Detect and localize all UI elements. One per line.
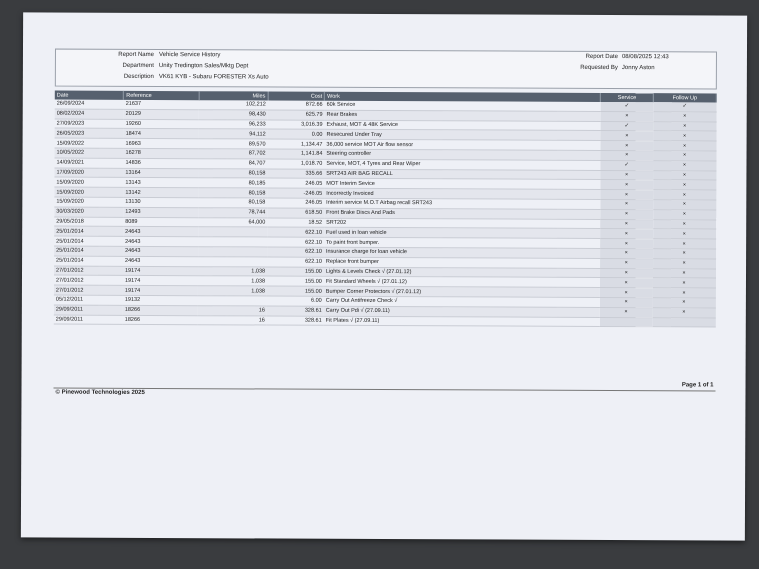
- row-follow-up-mark: ×: [653, 229, 716, 239]
- row-date: 29/09/2011: [54, 305, 123, 315]
- row-miles: [198, 227, 267, 237]
- row-miles: 1,038: [198, 276, 267, 286]
- row-date: 25/01/2014: [54, 256, 123, 266]
- row-work: To paint front bumper.: [324, 237, 600, 248]
- row-miles: 78,744: [198, 207, 267, 217]
- row-miles: [198, 256, 267, 266]
- row-date: 27/01/2012: [54, 266, 123, 276]
- row-cost: -246.05: [267, 188, 324, 198]
- row-work: SRT243 AIR BAG RECALL: [324, 169, 600, 180]
- row-reference: 13143: [123, 178, 198, 188]
- row-cost: 155.00: [267, 276, 324, 286]
- row-service-mark: ×: [600, 111, 653, 121]
- row-service-mark: ×: [600, 131, 653, 141]
- row-miles: 1,038: [198, 286, 267, 296]
- row-work: 60k Service: [325, 101, 601, 112]
- report-name-label: Report Name: [118, 51, 154, 58]
- row-service-mark: ×: [600, 170, 653, 180]
- row-follow-up-mark: ×: [653, 249, 716, 259]
- row-follow-up-mark: ×: [652, 307, 715, 317]
- row-follow-up-mark: ×: [653, 111, 716, 121]
- row-date: 27/01/2012: [54, 275, 123, 285]
- row-miles: 80,185: [198, 178, 267, 188]
- row-cost: 155.00: [267, 267, 324, 277]
- row-work: Lights & Levels Check √ (27.01.12): [324, 267, 600, 278]
- row-miles: 80,158: [198, 188, 267, 198]
- column-header-miles: Miles: [199, 91, 268, 100]
- row-miles: 1,038: [198, 266, 267, 276]
- row-date: 29/05/2018: [54, 217, 123, 227]
- row-follow-up-mark: ×: [653, 180, 716, 190]
- row-reference: 24643: [123, 256, 198, 266]
- row-date: 25/01/2014: [54, 246, 123, 256]
- row-service-mark: ×: [600, 150, 653, 160]
- page-number: Page 1 of 1: [681, 382, 714, 389]
- row-follow-up-mark: ×: [653, 209, 716, 219]
- copyright: © Pinewood Technologies 2025: [55, 389, 145, 396]
- row-follow-up-mark: ×: [653, 239, 716, 249]
- row-reference: 24643: [123, 246, 198, 256]
- row-miles: 80,158: [198, 198, 267, 208]
- printed-report-sheet: [21, 12, 747, 540]
- department: Unity Tredington Sales/Mktg Dept: [158, 63, 249, 70]
- row-work: SRT202: [324, 218, 600, 229]
- row-follow-up-mark: ×: [653, 121, 716, 131]
- row-date: 15/09/2020: [54, 197, 123, 207]
- row-miles: [198, 237, 267, 247]
- row-service-mark: ×: [600, 268, 653, 278]
- row-service-mark: ✓: [600, 121, 653, 131]
- row-cost: 246.05: [267, 178, 324, 188]
- row-service-mark: ✓: [600, 160, 653, 170]
- row-miles: [198, 247, 267, 257]
- row-reference: 18474: [124, 129, 199, 139]
- row-service-mark: ×: [600, 219, 653, 229]
- row-date: 14/09/2021: [54, 158, 123, 168]
- row-reference: 19174: [123, 276, 198, 286]
- row-service-mark: ×: [600, 297, 653, 307]
- description-label: Description: [123, 73, 154, 80]
- row-service-mark: ✓: [601, 102, 654, 112]
- row-work: Interim service M.O.T Airbag recall SRT243: [324, 198, 600, 209]
- row-reference: 20129: [124, 109, 199, 119]
- row-cost: 625.79: [268, 110, 325, 120]
- row-service-mark: ×: [600, 248, 653, 258]
- row-cost: 622.10: [267, 257, 324, 267]
- row-cost: 618.50: [267, 208, 324, 218]
- row-reference: 19260: [124, 119, 199, 129]
- row-service-mark: ×: [600, 141, 653, 151]
- row-reference: 24643: [123, 237, 198, 247]
- row-follow-up-mark: ×: [653, 170, 716, 180]
- row-reference: 19174: [123, 266, 198, 276]
- row-reference: 24643: [123, 227, 198, 237]
- column-header-reference: Reference: [124, 91, 199, 100]
- row-work: Service, MOT, 4 Tyres and Rear Wiper: [324, 159, 600, 170]
- table-row: [54, 315, 716, 328]
- row-work: Carry Out Antifreeze Check √: [324, 296, 600, 307]
- row-date: 29/09/2011: [54, 315, 123, 325]
- row-service-mark: ×: [600, 288, 653, 298]
- row-cost: 622.10: [267, 237, 324, 247]
- row-service-mark: ×: [600, 278, 653, 288]
- requested-by-label: Requested By: [580, 64, 618, 72]
- row-miles: 98,430: [199, 109, 268, 119]
- row-date: 15/09/2020: [54, 177, 123, 187]
- row-work: Bumper Corner Protectors √ (27.01.12): [324, 286, 600, 297]
- report-footer: [53, 382, 715, 401]
- row-work: Front Brake Discs And Pads: [324, 208, 600, 219]
- row-cost: 622.10: [267, 247, 324, 257]
- row-service-mark: ×: [600, 209, 653, 219]
- row-cost: 328.61: [267, 316, 324, 326]
- row-follow-up-mark: ×: [653, 219, 716, 229]
- row-miles: 64,000: [198, 217, 267, 227]
- row-work: Fuel used in loan vehicle: [324, 228, 600, 239]
- row-date: 15/09/2022: [55, 138, 124, 148]
- report-header-box: [55, 49, 717, 90]
- row-date: 26/05/2023: [55, 128, 124, 138]
- row-reference: 16278: [123, 148, 198, 158]
- row-miles: 84,707: [199, 158, 268, 168]
- row-service-mark: ×: [600, 180, 653, 190]
- row-follow-up-mark: ×: [653, 200, 716, 210]
- row-follow-up-mark: [652, 317, 715, 327]
- row-work: Resecured Under Tray: [324, 130, 600, 141]
- row-service-mark: ×: [600, 199, 653, 209]
- row-cost: 0.00: [268, 129, 325, 139]
- row-work: MOT Interim Sevice: [324, 179, 600, 190]
- row-miles: 80,158: [198, 168, 267, 178]
- row-reference: 18266: [123, 315, 198, 325]
- row-follow-up-mark: ✓: [653, 102, 716, 112]
- row-cost: 18.52: [267, 218, 324, 228]
- row-date: 15/09/2020: [54, 187, 123, 197]
- row-reference: 8089: [123, 217, 198, 227]
- row-work: Rear Brakes: [325, 110, 601, 121]
- row-miles: 94,112: [199, 129, 268, 139]
- row-cost: 1,018.70: [268, 159, 325, 169]
- description: VK61 KYB - Subaru FORESTER Xs Auto: [158, 74, 269, 81]
- row-reference: 16963: [124, 139, 199, 149]
- row-follow-up-mark: ×: [653, 131, 716, 141]
- row-reference: 19174: [123, 286, 198, 296]
- column-header-follow-up: Follow Up: [653, 93, 716, 102]
- row-cost: 622.10: [267, 227, 324, 237]
- row-date: 08/02/2024: [55, 109, 124, 119]
- row-reference: 18266: [123, 305, 198, 315]
- row-follow-up-mark: ×: [653, 258, 716, 268]
- report-date: 08/08/2025 12:43: [621, 54, 669, 61]
- row-reference: 21637: [124, 100, 199, 110]
- row-follow-up-mark: ×: [653, 151, 716, 161]
- row-reference: 19132: [123, 295, 198, 305]
- row-work: 36,000 service MOT Air flow sensor: [324, 139, 600, 150]
- row-cost: 872.66: [268, 100, 325, 110]
- row-reference: 14836: [123, 158, 198, 168]
- row-date: 27/01/2012: [54, 285, 123, 295]
- row-cost: 246.05: [267, 198, 324, 208]
- column-header-service: Service: [601, 93, 654, 102]
- row-service-mark: [600, 317, 653, 327]
- column-header-date: Date: [55, 91, 124, 100]
- row-date: 17/09/2020: [54, 168, 123, 178]
- row-reference: 13130: [123, 197, 198, 207]
- row-miles: 96,233: [199, 119, 268, 129]
- row-reference: 12493: [123, 207, 198, 217]
- row-date: 05/12/2011: [54, 295, 123, 305]
- row-service-mark: ×: [600, 258, 653, 268]
- row-follow-up-mark: ×: [652, 298, 715, 308]
- row-date: 25/01/2014: [54, 226, 123, 236]
- row-work: Incorrectly Invoiced: [324, 188, 600, 199]
- row-follow-up-mark: ×: [653, 141, 716, 151]
- report-name: Vehicle Service History: [158, 52, 221, 59]
- row-reference: 13164: [123, 168, 198, 178]
- row-work: Carry Out Pdi √ (27.09.11): [324, 306, 600, 317]
- row-service-mark: ×: [600, 307, 653, 317]
- row-miles: 102,212: [199, 100, 268, 110]
- row-cost: 1,141.84: [268, 149, 325, 159]
- row-date: 25/01/2014: [54, 236, 123, 246]
- row-follow-up-mark: ×: [652, 288, 715, 298]
- row-service-mark: ×: [600, 229, 653, 239]
- row-work: Exhaust, MOT & 48K Service: [324, 120, 600, 131]
- row-work: Replace front bumper: [324, 257, 600, 268]
- row-cost: 3,016.39: [268, 120, 325, 130]
- row-cost: 335.66: [267, 169, 324, 179]
- requested-by: Jonny Aston: [621, 65, 655, 72]
- row-cost: 6.00: [267, 296, 324, 306]
- row-follow-up-mark: ×: [653, 278, 716, 288]
- row-work: Fit Plates √ (27.09.11): [324, 316, 600, 327]
- row-work: Steering controller: [324, 149, 600, 160]
- row-work: Fit Standard Wheels √ (27.01.12): [324, 277, 600, 288]
- row-follow-up-mark: ×: [653, 160, 716, 170]
- report-date-label: Report Date: [585, 53, 618, 61]
- row-service-mark: ×: [600, 190, 653, 200]
- row-cost: 328.61: [267, 306, 324, 316]
- department-label: Department: [122, 62, 154, 69]
- row-date: 26/09/2024: [55, 100, 124, 110]
- column-header-cost: Cost: [268, 91, 325, 100]
- row-work: Insurance charge for loan vehicle: [324, 247, 600, 258]
- row-miles: 16: [198, 315, 267, 325]
- row-date: 10/05/2022: [55, 148, 124, 158]
- column-header-work: Work: [325, 92, 601, 102]
- row-date: 30/03/2020: [54, 207, 123, 217]
- row-miles: 87,702: [199, 149, 268, 159]
- row-miles: [198, 296, 267, 306]
- row-miles: 16: [198, 305, 267, 315]
- row-reference: 13142: [123, 188, 198, 198]
- row-cost: 1,134.47: [268, 139, 325, 149]
- service-history-table: [54, 91, 717, 328]
- row-cost: 155.00: [267, 286, 324, 296]
- row-service-mark: ×: [600, 239, 653, 249]
- row-follow-up-mark: ×: [653, 268, 716, 278]
- row-follow-up-mark: ×: [653, 190, 716, 200]
- row-date: 27/09/2023: [55, 119, 124, 129]
- row-miles: 89,570: [199, 139, 268, 149]
